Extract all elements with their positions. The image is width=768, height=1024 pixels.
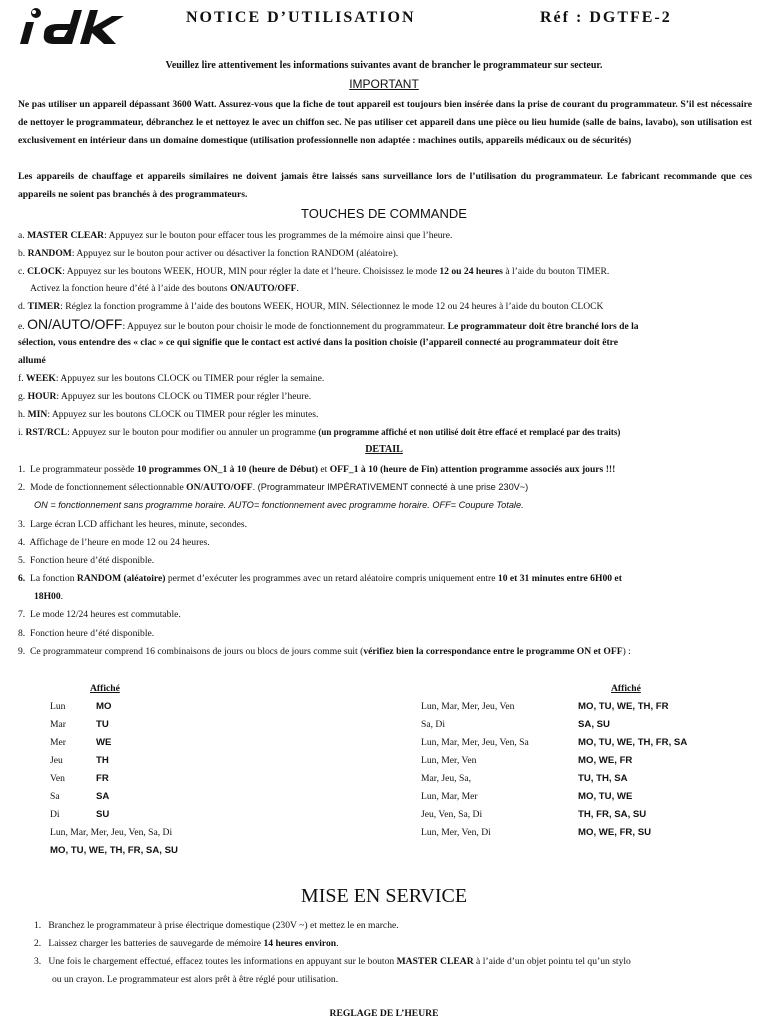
- master-clear-key: MASTER CLEAR: [27, 230, 105, 241]
- important-paragraph-2: Les appareils de chauffage et appareils similaires ne doivent jamais être laissés sans surveillance lors de l’utilisation du programmateur. Le fabricant recommande que ces appareils ne soient pas branchés à des programmateurs.: [18, 171, 752, 200]
- left-affiche-header: Affiché: [90, 683, 120, 694]
- right-code: TU, TH, SA: [578, 773, 628, 784]
- item-text: Le programmateur possède: [30, 464, 135, 475]
- detail-item-5: [18, 555, 754, 567]
- right-code: TH, FR, SA, SU: [578, 809, 647, 820]
- item-bold: ON/AUTO/OFF: [230, 283, 297, 294]
- item-prefix: e.: [18, 321, 25, 332]
- right-days: Jeu, Ven, Sa, Di: [421, 809, 483, 820]
- item-bold: vérifiez bien la correspondance entre le programme ON et OFF: [363, 646, 623, 657]
- item-text: . (Programmateur IMPÉRATIVEMENT connecté à une prise 230V~): [252, 482, 529, 492]
- touches-heading: TOUCHES DE COMMANDE: [301, 206, 467, 221]
- item-prefix: c.: [18, 266, 25, 277]
- item-bold: 10 programmes ON_1 à 10 (heure de Début): [136, 464, 318, 475]
- touche-e-line3: allumé: [18, 355, 46, 366]
- item-text: Une fois le chargement effectué, effacez toutes les informations en appuyant sur le bouton: [48, 956, 395, 967]
- item-text: et: [320, 464, 328, 475]
- important-heading: IMPORTANT: [349, 77, 419, 91]
- item-prefix: d.: [18, 301, 26, 312]
- touche-e-line2: sélection, vous entendre des « clac » ce qui signifie que le contact est activé dans la position choisie (l’appareil connecté au programmateur doit être: [18, 337, 618, 348]
- right-code: MO, TU, WE, TH, FR: [578, 701, 669, 712]
- idk-logo: [14, 6, 136, 46]
- right-code: MO, TU, WE: [578, 791, 633, 802]
- item-bold: (un programme affiché et non utilisé doit être effacé et remplacé par des traits): [318, 427, 621, 437]
- detail-item-4: [18, 537, 754, 549]
- detail-item-6-line2: [34, 591, 768, 603]
- left-day: Di: [50, 809, 60, 820]
- item-text: permet d’exécuter les programmes avec un retard aléatoire compris uniquement entre: [167, 573, 496, 584]
- right-code: MO, WE, FR: [578, 755, 633, 766]
- item-bold: 10 et 31 minutes entre 6H00 et: [497, 573, 622, 584]
- detail-item-6: [18, 573, 754, 585]
- mise-item-3-line2: ou un crayon. Le programmateur est alors prêt à être réglé pour utilisation.: [52, 974, 339, 985]
- item-bold: Le programmateur doit être branché lors de la: [447, 321, 639, 332]
- item-text: : Appuyez sur les boutons WEEK, HOUR, MIN pour régler la date et l’heure. Choisissez le mode: [62, 266, 437, 277]
- item-text: à l’aide du bouton TIMER.: [505, 266, 610, 277]
- left-code: TH: [96, 755, 109, 766]
- touche-e: [18, 316, 754, 334]
- left-code: SU: [96, 809, 110, 820]
- left-code: TU: [96, 719, 109, 730]
- item-text: Fonction heure d’été disponible.: [30, 628, 155, 639]
- item-prefix: h.: [18, 409, 26, 420]
- right-days: Sa, Di: [421, 719, 445, 730]
- min-key: MIN: [27, 409, 48, 420]
- touche-a: [18, 230, 754, 242]
- left-code: WE: [96, 737, 112, 748]
- item-text: : Appuyez sur le bouton pour activer ou désactiver la fonction RANDOM (aléatoire).: [71, 248, 399, 259]
- right-days: Mar, Jeu, Sa,: [421, 773, 471, 784]
- item-text: .: [296, 283, 299, 294]
- idk-logo-icon: [14, 6, 136, 46]
- item-text: Fonction heure d’été disponible.: [30, 555, 155, 566]
- left-code: MO: [96, 701, 112, 712]
- item-number: 2.: [34, 938, 42, 949]
- left-code: SA: [96, 791, 110, 802]
- hour-key: HOUR: [27, 391, 57, 402]
- detail-heading: DETAIL: [365, 444, 403, 455]
- item-number: 5.: [18, 555, 26, 566]
- item-number: 9.: [18, 646, 26, 657]
- left-all-codes: MO, TU, WE, TH, FR, SA, SU: [50, 845, 178, 856]
- document-reference: Réf : DGTFE-2: [540, 9, 672, 26]
- item-number: 4.: [18, 537, 26, 548]
- right-days: Lun, Mer, Ven, Di: [421, 827, 491, 838]
- touche-h: [18, 409, 754, 421]
- item-number: 7.: [18, 609, 26, 620]
- left-code: FR: [96, 773, 109, 784]
- item-text: : Appuyez sur les boutons CLOCK ou TIMER pour régler les minutes.: [47, 409, 319, 420]
- touche-i: [18, 427, 754, 439]
- detail-item-7: [18, 609, 754, 621]
- item-number: 1.: [18, 464, 26, 475]
- item-prefix: a.: [18, 230, 25, 241]
- item-bold: OFF_1 à 10 (heure de Fin) attention programme associés aux jours !!!: [329, 464, 616, 475]
- detail-item-1: [18, 464, 754, 476]
- important-paragraph-1: Ne pas utiliser un appareil dépassant 3600 Watt. Assurez-vous que la fiche de tout appareil est toujours bien insérée dans la prise de courant du programmateur. S’il est nécessaire de nettoyer le programmateur, débranchez le et nettoyez le avec un chiffon sec. Ne pas utiliser cet appareil dans une pièce ou lieu humide (salle de bains, lavabo), son utilisation est exclusivement en intérieur dans un domaine domestique (utilisation professionnelle non adaptée : machines outils, appareils médicaux ou de sécurités): [18, 99, 752, 146]
- item-text: ) :: [622, 646, 631, 657]
- touche-c: [18, 266, 754, 278]
- week-key: WEEK: [26, 373, 56, 384]
- item-text: Branchez le programmateur à prise électrique domestique (230V ~) et mettez le en marche.: [48, 920, 399, 931]
- item-bold: RANDOM (aléatoire): [76, 573, 166, 584]
- clock-key: CLOCK: [27, 266, 63, 277]
- item-text: Ce programmateur comprend 16 combinaisons de jours ou blocs de jours comme suit (: [30, 646, 364, 657]
- random-key: RANDOM: [27, 248, 72, 259]
- item-text: : Appuyez sur les boutons CLOCK ou TIMER pour régler l’heure.: [56, 391, 312, 402]
- item-number: 6.: [18, 573, 26, 584]
- intro-text: Veuillez lire attentivement les informations suivantes avant de brancher le programmateur sur secteur.: [165, 60, 603, 71]
- item-text: : Appuyez sur le bouton pour modifier ou annuler un programme: [67, 427, 316, 438]
- right-days: Lun, Mar, Mer, Jeu, Ven, Sa: [421, 737, 529, 748]
- item-text: Mode de fonctionnement sélectionnable: [30, 482, 184, 493]
- item-text: : Appuyez sur les boutons CLOCK ou TIMER pour régler la semaine.: [55, 373, 325, 384]
- reglage-heure-heading: REGLAGE DE L’HEURE: [329, 1008, 439, 1019]
- rst-rcl-key: RST/RCL: [25, 427, 68, 438]
- detail-item-2: [18, 482, 754, 494]
- item-number: 8.: [18, 628, 26, 639]
- item-bold: MASTER CLEAR: [396, 956, 474, 967]
- left-all-days: Lun, Mar, Mer, Jeu, Ven, Sa, Di: [50, 827, 173, 838]
- item-text: Le mode 12/24 heures est commutable.: [30, 609, 181, 620]
- touche-b: [18, 248, 754, 260]
- item-text: : Appuyez sur le bouton pour effacer tous les programmes de la mémoire ainsi que l’heure.: [104, 230, 453, 241]
- item-bold: 18H00: [34, 591, 61, 602]
- item-text: .: [336, 938, 339, 949]
- left-day: Sa: [50, 791, 60, 802]
- detail-item-9: [18, 646, 754, 658]
- item-bold: ON/AUTO/OFF: [186, 482, 253, 493]
- item-text: Activez la fonction heure d’été à l’aide des boutons: [30, 283, 228, 294]
- item-bold: 12 ou 24 heures: [439, 266, 503, 277]
- timer-key: TIMER: [27, 301, 61, 312]
- detail-item-8: [18, 628, 754, 640]
- item-number: 3.: [34, 956, 42, 967]
- item-number: 2.: [18, 482, 26, 493]
- left-day: Mer: [50, 737, 66, 748]
- item-text: : Appuyez sur le bouton pour choisir le mode de fonctionnement du programmateur.: [122, 321, 446, 332]
- item-text: .: [60, 591, 64, 602]
- mise-item-3: [34, 956, 768, 968]
- on-auto-off-key: ON/AUTO/OFF: [27, 316, 123, 332]
- right-code: SA, SU: [578, 719, 610, 730]
- item-prefix: i.: [18, 427, 24, 438]
- document-title: NOTICE D’UTILISATION: [186, 9, 416, 26]
- touche-c-line2: [30, 283, 766, 295]
- left-day: Ven: [50, 773, 65, 784]
- item-number: 1.: [34, 920, 42, 931]
- left-day: Lun: [50, 701, 66, 712]
- touche-f: [18, 373, 754, 385]
- item-number: 3.: [18, 519, 26, 530]
- touche-d: [18, 301, 754, 313]
- item-text: La fonction: [30, 573, 75, 584]
- right-affiche-header: Affiché: [611, 683, 641, 694]
- item-prefix: b.: [18, 248, 26, 259]
- item-text: : Réglez la fonction programme à l’aide des boutons WEEK, HOUR, MIN. Sélectionnez le mode 12 ou 24 heures à l’aide du bouton CLOCK: [60, 301, 604, 312]
- item-bold: 14 heures environ: [263, 938, 337, 949]
- left-day: Jeu: [50, 755, 63, 766]
- item-text: Affichage de l’heure en mode 12 ou 24 heures.: [29, 537, 210, 548]
- mise-en-service-heading: MISE EN SERVICE: [300, 885, 468, 907]
- item-text: Large écran LCD affichant les heures, minute, secondes.: [30, 519, 248, 530]
- item-text: à l’aide d’un objet pointu tel qu’un stylo: [476, 956, 631, 967]
- right-code: MO, WE, FR, SU: [578, 827, 652, 838]
- detail-item-2-modes: ON = fonctionnement sans programme horaire. AUTO= fonctionnement avec programme horaire. OFF= Coupure Totale.: [34, 500, 524, 510]
- right-code: MO, TU, WE, TH, FR, SA: [578, 737, 688, 748]
- left-day: Mar: [50, 719, 66, 730]
- right-days: Lun, Mer, Ven: [421, 755, 477, 766]
- right-days: Lun, Mar, Mer, Jeu, Ven: [421, 701, 515, 712]
- item-prefix: g.: [18, 391, 26, 402]
- mise-item-1: [34, 920, 768, 932]
- touche-g: [18, 391, 754, 403]
- right-days: Lun, Mar, Mer: [421, 791, 478, 802]
- item-text: Laissez charger les batteries de sauvegarde de mémoire: [48, 938, 262, 949]
- detail-item-3: [18, 519, 754, 531]
- item-prefix: f.: [18, 373, 24, 384]
- mise-item-2: [34, 938, 768, 950]
